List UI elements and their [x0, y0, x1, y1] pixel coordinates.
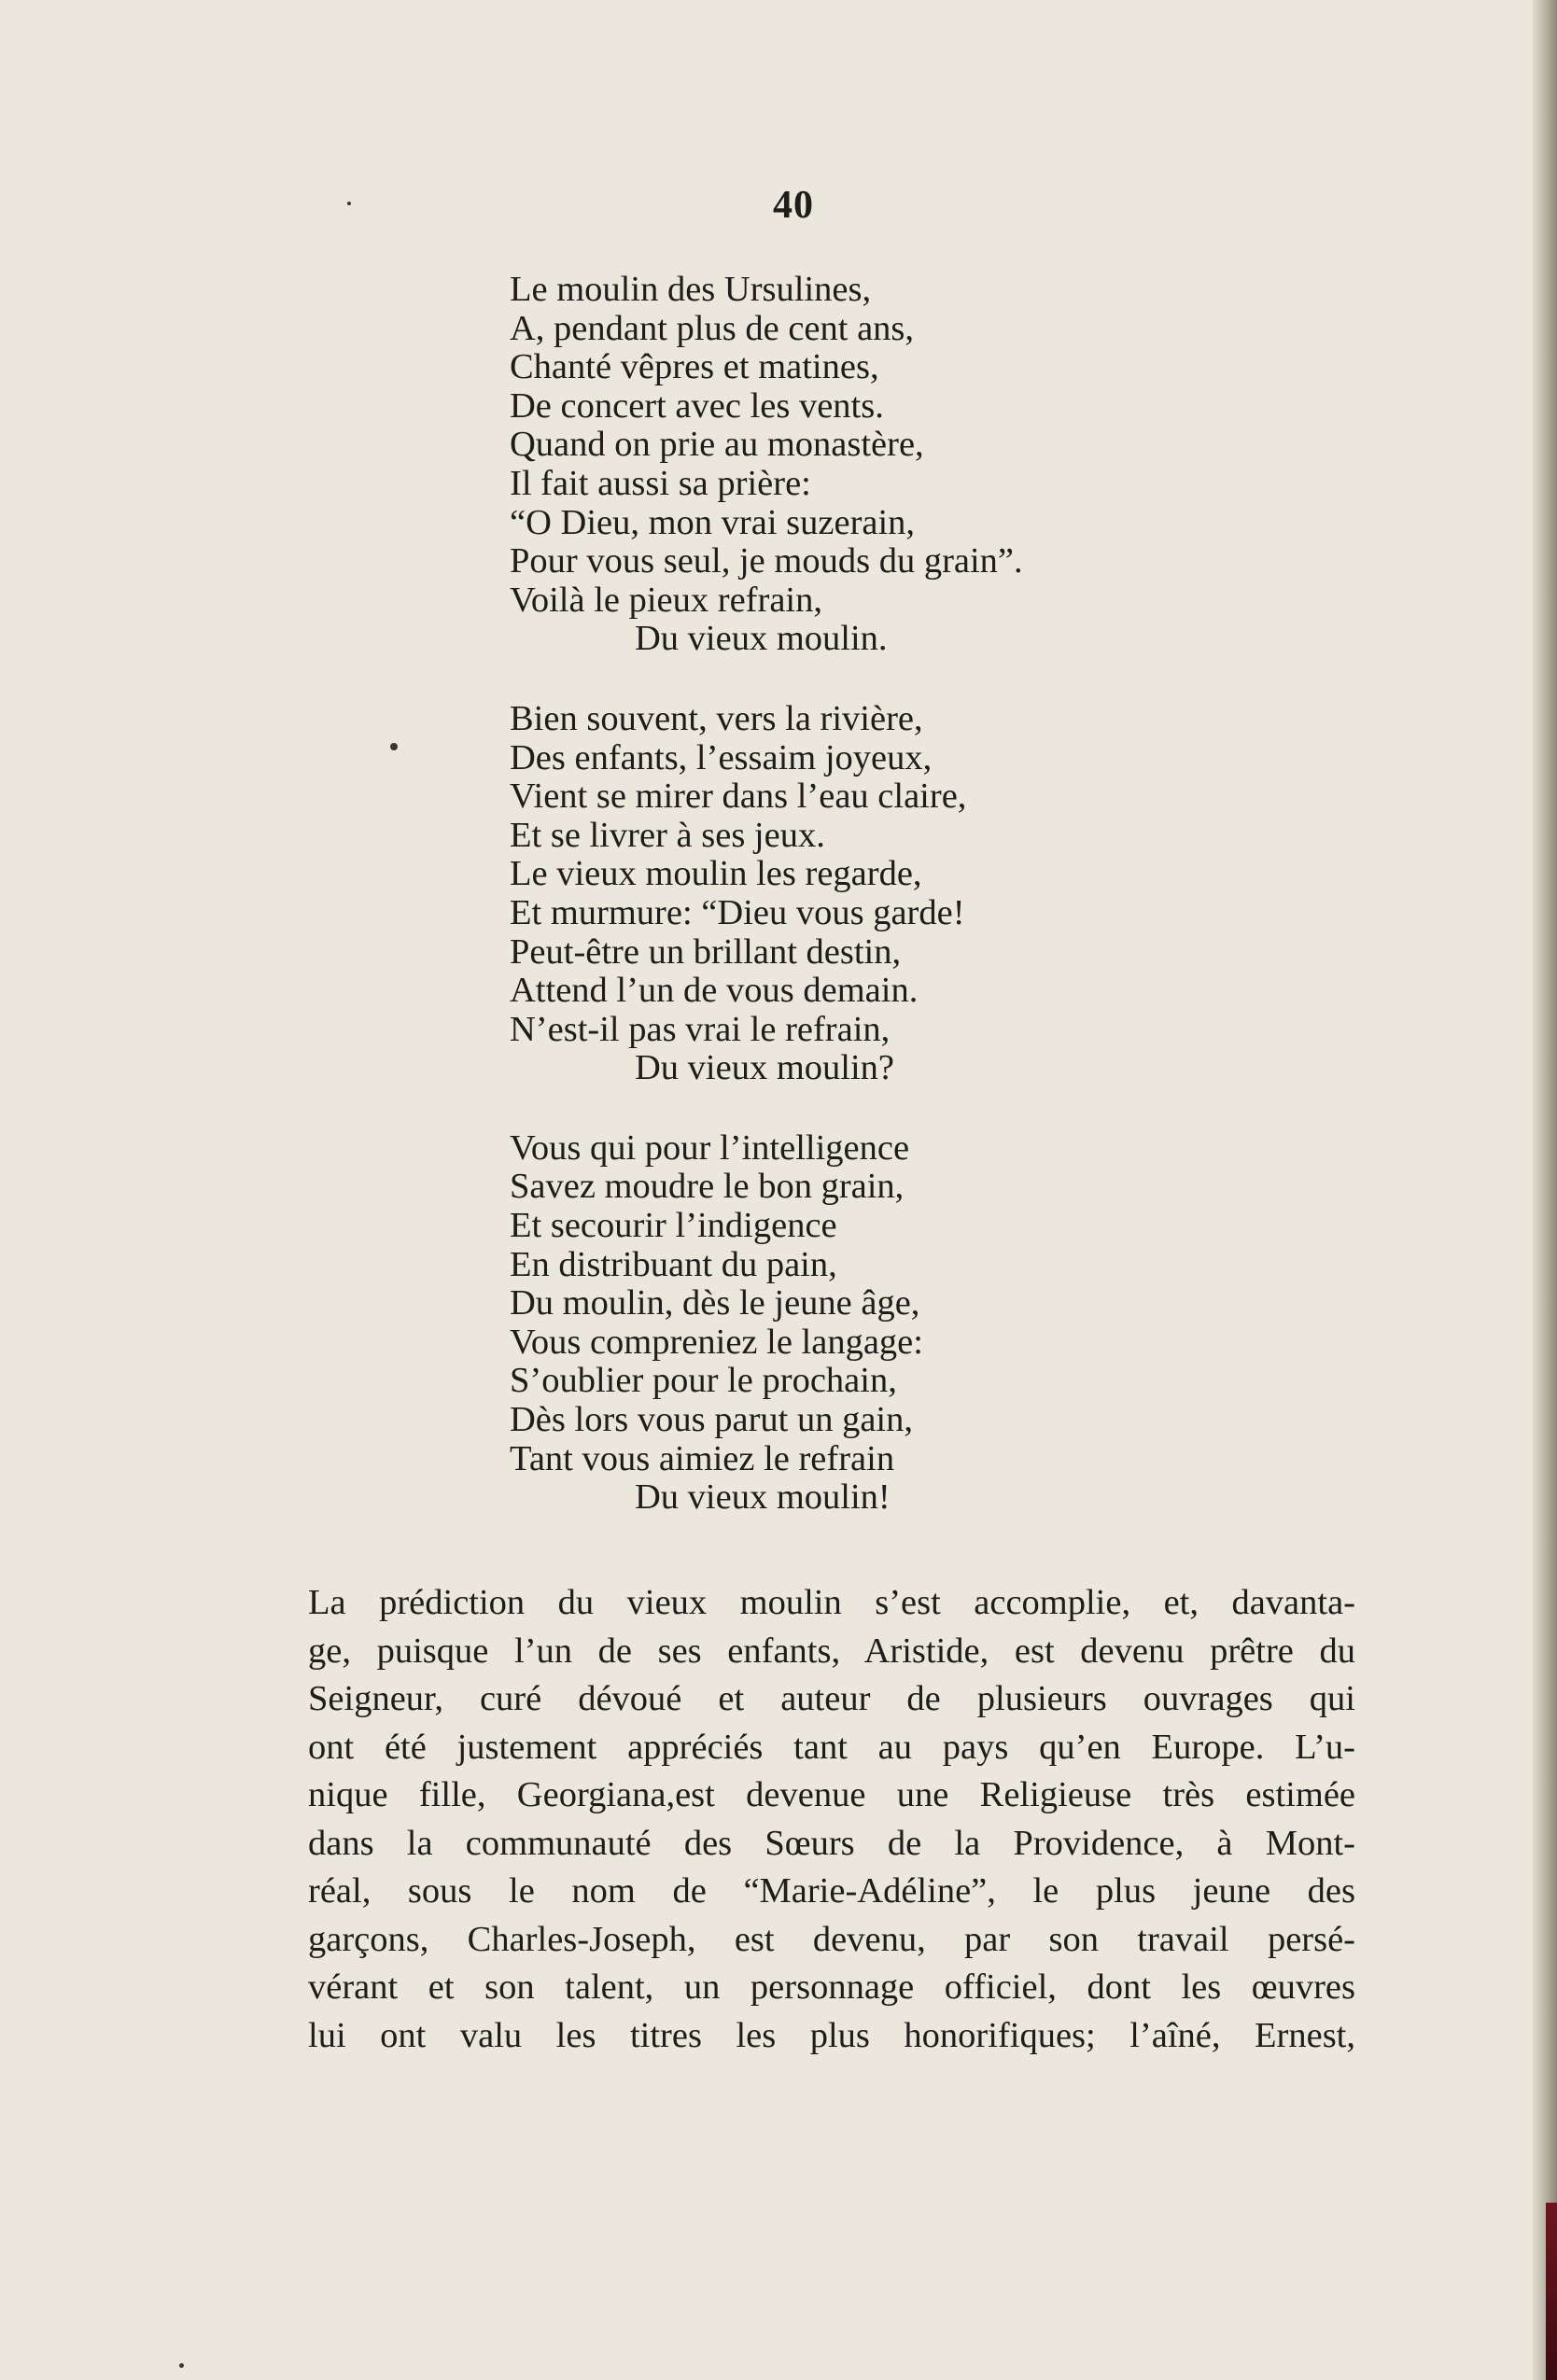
page-number: 40	[773, 184, 814, 227]
paragraph-line: ge, puisque l’un de ses enfants, Aristide, est devenu prêtre du	[308, 1631, 1355, 1671]
poem-line: Le vieux moulin les regarde,	[510, 854, 922, 894]
paragraph-line: dans la communauté des Sœurs de la Providence, à Mont-	[308, 1823, 1355, 1863]
poem-line: Vous qui pour l’intelligence	[510, 1127, 910, 1168]
poem-line: Le moulin des Ursulines,	[510, 270, 872, 309]
ink-speck	[179, 2363, 184, 2368]
paragraph-line: réal, sous le nom de “Marie-Adéline”, le plus jeune des	[308, 1871, 1355, 1911]
poem-refrain-line: Du vieux moulin.	[635, 619, 888, 659]
paragraph-line: Seigneur, curé dévoué et auteur de plusieurs ouvrages qui	[308, 1679, 1355, 1718]
poem-line: Et murmure: “Dieu vous garde!	[510, 892, 965, 932]
poem-line: Du moulin, dès le jeune âge,	[510, 1283, 920, 1323]
poem-line: En distribuant du pain,	[510, 1244, 837, 1284]
poem-refrain-line: Du vieux moulin!	[635, 1477, 891, 1518]
poem-line: Il fait aussi sa prière:	[510, 463, 811, 503]
page-edge	[1533, 0, 1557, 2380]
poem-line: Voilà le pieux refrain,	[510, 580, 822, 620]
poem-stanza	[510, 1129, 1219, 1518]
poem-line: De concert avec les vents.	[510, 385, 884, 426]
poem	[510, 271, 1219, 1559]
poem-stanza	[510, 271, 1219, 659]
poem-line: Dès lors vous parut un gain,	[510, 1400, 913, 1440]
poem-line: Tant vous aimiez le refrain	[510, 1438, 895, 1478]
poem-line: Bien souvent, vers la rivière,	[510, 698, 923, 738]
poem-line: Savez moudre le bon grain,	[510, 1167, 905, 1207]
paragraph-line: vérant et son talent, un personnage officiel, dont les œuvres	[308, 1967, 1355, 2007]
poem-line: Et secourir l’indigence	[510, 1206, 837, 1246]
poem-line: Quand on prie au monastère,	[510, 425, 924, 465]
poem-line: Et se livrer à ses jeux.	[510, 815, 825, 855]
poem-refrain-line: Du vieux moulin?	[635, 1048, 895, 1088]
poem-stanza	[510, 700, 1219, 1088]
poem-line: Des enfants, l’essaim joyeux,	[510, 737, 933, 777]
poem-line: Vient se mirer dans l’eau claire,	[510, 777, 967, 817]
ink-speck	[390, 743, 398, 750]
poem-line: Chanté vêpres et matines,	[510, 347, 879, 387]
paragraph-line: lui ont valu les titres les plus honorifiques; l’aîné, Ernest,	[308, 2015, 1355, 2055]
paragraph-line: La prédiction du vieux moulin s’est accomplie, et, davanta-	[308, 1583, 1355, 1622]
prose-paragraph	[308, 1579, 1355, 2060]
poem-line: A, pendant plus de cent ans,	[510, 308, 915, 348]
paragraph-line: nique fille, Georgiana,est devenue une Religieuse très estimée	[308, 1775, 1355, 1814]
paragraph-line: ont été justement appréciés tant au pays qu’en Europe. L’u-	[308, 1727, 1355, 1767]
poem-line: Attend l’un de vous demain.	[510, 971, 919, 1011]
poem-line: S’oublier pour le prochain,	[510, 1361, 897, 1401]
poem-line: “O Dieu, mon vrai suzerain,	[510, 502, 916, 542]
book-binding	[1546, 2203, 1557, 2380]
poem-line: Pour vous seul, je mouds du grain”.	[510, 541, 1023, 581]
poem-line: Peut-être un brillant destin,	[510, 931, 902, 972]
paragraph-line: garçons, Charles-Joseph, est devenu, par son travail persé-	[308, 1919, 1355, 1959]
poem-line: N’est-il pas vrai le refrain,	[510, 1009, 891, 1049]
poem-line: Vous compreniez le langage:	[510, 1322, 923, 1362]
